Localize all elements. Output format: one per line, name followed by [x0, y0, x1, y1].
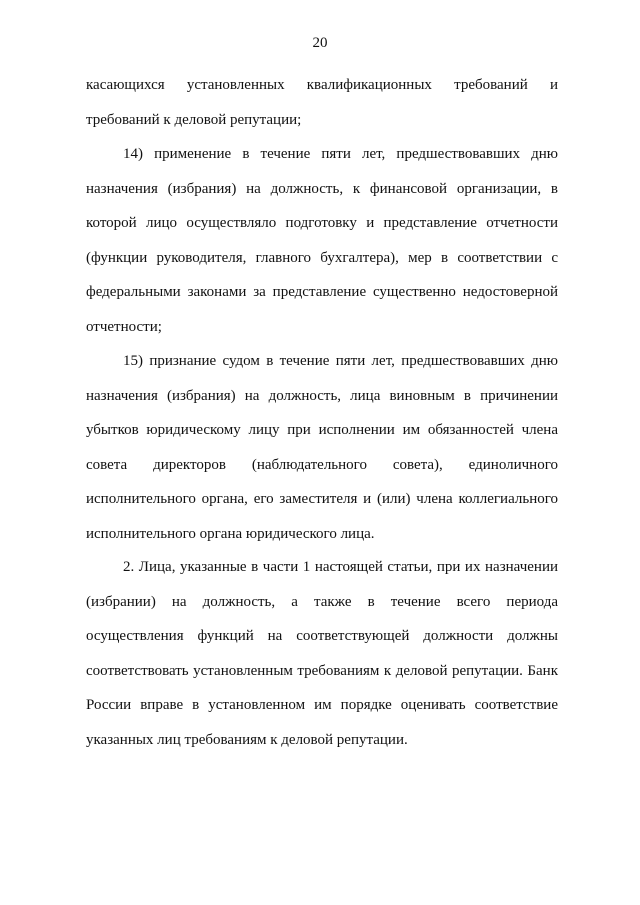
- text-line: убытков юридическому лицу при исполнении им обязанностей члена: [86, 422, 558, 438]
- text-line: соответствовать установленным требованиям к деловой репутации. Банк: [86, 662, 558, 679]
- text-line: совета директоров (наблюдательного совета), единоличного: [86, 456, 558, 473]
- page-number: 20: [312, 35, 328, 51]
- text-line: осуществления функций на соответствующей должности должны: [86, 628, 558, 644]
- text-line: 15) признание судом в течение пяти лет, предшествовавших дню: [123, 353, 558, 369]
- text-line: (избрании) на должность, а также в течение всего периода: [86, 593, 558, 610]
- text-line: России вправе в установленном им порядке оценивать соответствие: [86, 697, 558, 713]
- text-line: требований к деловой репутации;: [86, 111, 302, 128]
- text-line: (функции руководителя, главного бухгалтера), мер в соответствии с: [86, 249, 558, 266]
- text-line: назначения (избрания) на должность, лица виновным в причинении: [86, 387, 558, 404]
- text-line: федеральными законами за представление существенно недостоверной: [86, 284, 558, 300]
- paragraph-continuation: [86, 68, 558, 137]
- text-line: исполнительного органа юридического лица.: [86, 525, 375, 542]
- text-line: назначения (избрания) на должность, к финансовой организации, в: [86, 180, 558, 197]
- text-line: 2. Лица, указанные в части 1 настоящей статьи, при их назначении: [123, 559, 558, 575]
- text-line: касающихся установленных квалификационных требований и: [86, 77, 558, 93]
- text-line: 14) применение в течение пяти лет, предшествовавших дню: [123, 146, 558, 162]
- text-line: исполнительного органа, его заместителя и (или) члена коллегиального: [86, 491, 558, 507]
- text-line: отчетности;: [86, 318, 162, 335]
- paragraph-part-2: [86, 550, 558, 757]
- text-line: указанных лиц требованиям к деловой репутации.: [86, 731, 408, 748]
- text-line: которой лицо осуществляло подготовку и представление отчетности: [86, 215, 558, 231]
- paragraph-item-15: [86, 344, 558, 551]
- paragraph-item-14: [86, 137, 558, 344]
